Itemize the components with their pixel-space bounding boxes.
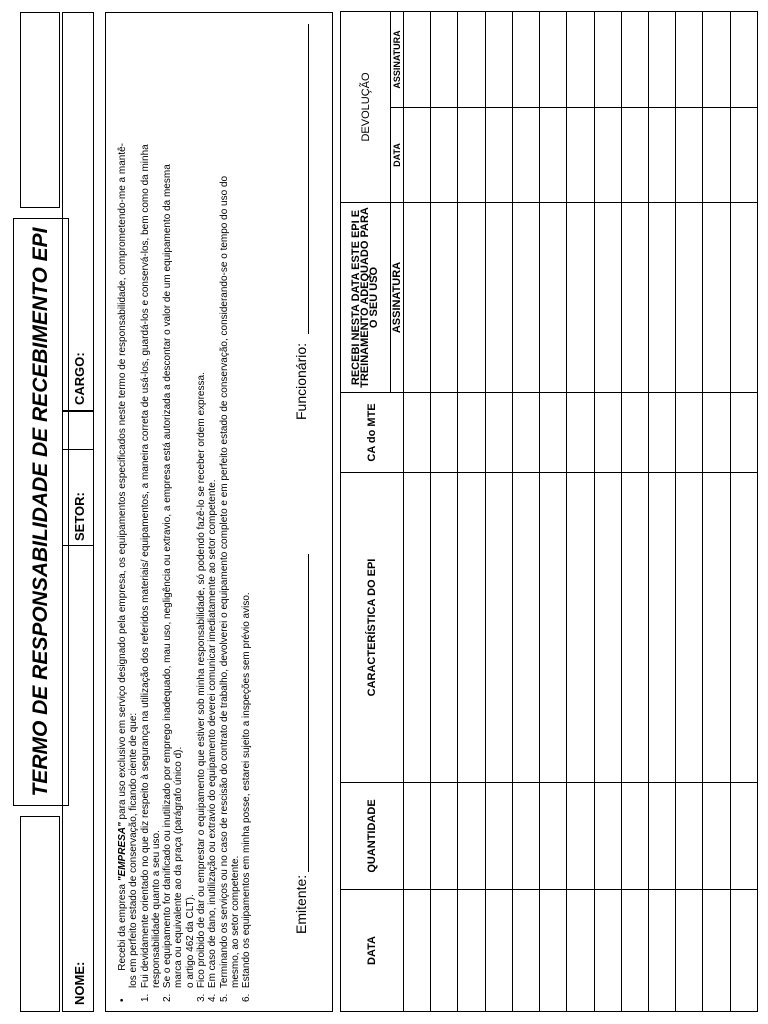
table-cell[interactable] — [540, 473, 567, 783]
table-cell[interactable] — [703, 203, 730, 393]
table-cell[interactable] — [540, 890, 567, 1012]
item-6: 6. Estando os equipamentos em minha posse, estarei sujeito a inspeções sem prévio aviso. — [241, 592, 253, 1002]
table-cell[interactable] — [703, 11, 730, 107]
emitente-signature-line[interactable] — [308, 554, 309, 872]
table-cell[interactable] — [730, 783, 757, 890]
table-cell[interactable] — [404, 203, 431, 393]
table-cell[interactable] — [458, 11, 485, 107]
table-row — [458, 11, 485, 1011]
table-cell[interactable] — [648, 783, 675, 890]
table-cell[interactable] — [512, 203, 539, 393]
table-cell[interactable] — [485, 890, 512, 1012]
table-cell[interactable] — [594, 393, 621, 473]
company-name: "EMPRESA" — [117, 822, 128, 882]
table-cell[interactable] — [485, 11, 512, 107]
table-cell[interactable] — [703, 890, 730, 1012]
item-2: 2. Se o equipamento for danificado ou inutilizado por emprego inadequado, mau uso, negligência ou extravio, a empresa está autorizada a descontar o valor de um equipamento da mesma — [162, 164, 174, 1002]
header-left-box — [20, 816, 60, 1012]
table-cell[interactable] — [621, 783, 648, 890]
table-cell[interactable] — [485, 203, 512, 393]
table-cell[interactable] — [648, 890, 675, 1012]
table-cell[interactable] — [730, 890, 757, 1012]
table-cell[interactable] — [648, 108, 675, 203]
table-row — [404, 11, 431, 1011]
table-cell[interactable] — [621, 108, 648, 203]
item-5: 5. Terminando os serviços ou no caso de rescisão do contrato de trabalho, devolverei o equipamento completo e em perfeito estado de conservação, considerando-se o tempo do uso do — [218, 175, 230, 1002]
table-cell[interactable] — [621, 11, 648, 107]
table-cell[interactable] — [567, 473, 594, 783]
col-recebi-note-header: RECEBI NESTA DATA ESTE EPI E TREINAMENTO ADEQUADO PARA O SEU USO — [341, 203, 391, 393]
table-cell[interactable] — [431, 473, 458, 783]
table-cell[interactable] — [431, 393, 458, 473]
table-cell[interactable] — [404, 393, 431, 473]
table-cell[interactable] — [431, 108, 458, 203]
table-cell[interactable] — [458, 108, 485, 203]
table-cell[interactable] — [621, 473, 648, 783]
table-row — [431, 11, 458, 1011]
table-cell[interactable] — [458, 473, 485, 783]
table-cell[interactable] — [540, 11, 567, 107]
table-cell[interactable] — [676, 890, 703, 1012]
table-cell[interactable] — [676, 11, 703, 107]
table-cell[interactable] — [594, 108, 621, 203]
table-cell[interactable] — [730, 393, 757, 473]
table-cell[interactable] — [404, 108, 431, 203]
table-cell[interactable] — [512, 108, 539, 203]
table-cell[interactable] — [404, 783, 431, 890]
table-row — [567, 11, 594, 1011]
table-cell[interactable] — [431, 203, 458, 393]
table-cell[interactable] — [621, 890, 648, 1012]
table-cell[interactable] — [431, 890, 458, 1012]
table-cell[interactable] — [648, 11, 675, 107]
table-header-row — [341, 11, 391, 1011]
table-row — [594, 11, 621, 1011]
cargo-field[interactable] — [62, 12, 94, 412]
intro-line: • Recebi da empresa "EMPRESA" para uso exclusivo em serviço designado pela empresa, os equipamentos especificados neste termo de responsabilidade, comprometendo-me a mantê- — [117, 142, 128, 1002]
cargo-label: CARGO: — [72, 352, 87, 405]
table-cell[interactable] — [676, 473, 703, 783]
table-cell[interactable] — [485, 393, 512, 473]
table-cell[interactable] — [703, 783, 730, 890]
table-cell[interactable] — [540, 108, 567, 203]
table-cell[interactable] — [567, 890, 594, 1012]
table-cell[interactable] — [676, 108, 703, 203]
col-assinatura-header: ASSINATURA — [391, 203, 404, 393]
table-cell[interactable] — [730, 203, 757, 393]
funcionario-signature-line[interactable] — [308, 24, 309, 334]
table-cell[interactable] — [676, 783, 703, 890]
table-cell[interactable] — [567, 108, 594, 203]
table-row — [540, 11, 567, 1011]
col-data-header: DATA — [341, 890, 404, 1012]
intro-line-2: los em perfeito estado de conservação, ficando ciente de que: — [128, 712, 140, 988]
table-cell[interactable] — [512, 393, 539, 473]
table-cell[interactable] — [594, 890, 621, 1012]
col-dev-assinatura-header: ASSINATURA — [391, 11, 404, 107]
table-cell[interactable] — [458, 890, 485, 1012]
table-cell[interactable] — [540, 203, 567, 393]
table-cell[interactable] — [567, 11, 594, 107]
col-quantidade-header: QUANTIDADE — [341, 783, 404, 890]
table-cell[interactable] — [648, 393, 675, 473]
table-cell[interactable] — [648, 203, 675, 393]
table-cell[interactable] — [512, 11, 539, 107]
table-cell[interactable] — [676, 203, 703, 393]
table-cell[interactable] — [485, 108, 512, 203]
table-cell[interactable] — [567, 393, 594, 473]
epi-table — [340, 11, 758, 1012]
table-row — [676, 11, 703, 1011]
table-cell[interactable] — [703, 393, 730, 473]
table-row — [485, 11, 512, 1011]
col-ca-header: CA do MTE — [341, 393, 404, 473]
table-cell[interactable] — [485, 783, 512, 890]
terms-text: • Recebi da empresa "EMPRESA" para uso exclusivo em serviço designado pela empresa, os equipamentos especificados neste termo de responsabilidade, comprometendo-me a mantê- los em perfeito estado de conservação, ficando ciente de que: 1. Fui devidamente orientado no que diz respeito à segurança na utilização dos referidos materiais/ equipamentos, a maneira correta de usá-los, guardá-los e conservá-los, bem como da minha responsabilidade quanto a seu uso. 2. Se o equipamento for danificado ou inutilizado por emprego inadequado, mau uso, negligência ou extravio, a empresa está autorizada a descontar o valor de um equipamento da mesma marca ou equivalente ao da praça (parágrafo único d). o artigo 462 da CLT). 3. Fico proibido de dar ou emprestar o equipamento que estiver sob minha responsabilidade, só podendo fazê-lo se receber ordem expressa. 4. Em caso de dano, inutilização ou extravio do equipamento deverei comunicar imediatamente ao setor competente. 5. Terminando os serviços ou no caso de rescisão do contrato de trabalho, devolverei o equipamento completo e em perfeito estado de conservação, considerando-se o tempo do uso do mesmo, ao setor competente. 6. Estando os equipamentos em minha posse, estarei sujeito a inspeções sem prévio aviso. — [117, 17, 253, 1002]
table-cell[interactable] — [730, 108, 757, 203]
table-cell[interactable] — [431, 11, 458, 107]
table-cell[interactable] — [676, 393, 703, 473]
table-cell[interactable] — [594, 203, 621, 393]
table-row — [621, 11, 648, 1011]
item-1: 1. Fui devidamente orientado no que diz respeito à segurança na utilização dos referidos materiais/ equipamentos, a maneira correta de usá-los, guardá-los e conservá-los, bem como da minha — [139, 144, 151, 1002]
table-cell[interactable] — [404, 11, 431, 107]
table-cell[interactable] — [512, 890, 539, 1012]
table-cell[interactable] — [621, 393, 648, 473]
page-title: TERMO DE RESPONSABILIDADE DE RECEBIMENTO EPI — [13, 218, 69, 806]
table-cell[interactable] — [404, 473, 431, 783]
table-cell[interactable] — [458, 203, 485, 393]
table-cell[interactable] — [703, 473, 730, 783]
table-cell[interactable] — [703, 108, 730, 203]
table-cell[interactable] — [512, 473, 539, 783]
table-cell[interactable] — [648, 473, 675, 783]
table-cell[interactable] — [567, 203, 594, 393]
item-3: 3. Fico proibido de dar ou emprestar o equipamento que estiver sob minha responsabilidade, só podendo fazê-lo se receber ordem expressa. — [196, 372, 208, 1002]
table-cell[interactable] — [431, 783, 458, 890]
epi-table-body — [404, 11, 758, 1011]
table-row — [512, 11, 539, 1011]
setor-label: SETOR: — [72, 492, 87, 541]
header-right-box — [20, 12, 60, 208]
item-4: 4. Em caso de dano, inutilização ou extravio do equipamento deverei comunicar imediatamente ao setor competente. — [207, 479, 219, 1002]
emitente-label: Emitente: — [293, 874, 309, 934]
col-caracteristica-header: CARACTERÍSTICA DO EPI — [341, 473, 404, 783]
table-cell[interactable] — [730, 473, 757, 783]
table-cell[interactable] — [594, 783, 621, 890]
table-cell[interactable] — [540, 783, 567, 890]
table-row — [703, 11, 730, 1011]
table-cell[interactable] — [458, 393, 485, 473]
table-cell[interactable] — [404, 890, 431, 1012]
table-cell[interactable] — [730, 11, 757, 107]
funcionario-label: Funcionário: — [293, 342, 309, 420]
table-cell[interactable] — [458, 783, 485, 890]
table-cell[interactable] — [540, 393, 567, 473]
setor-field[interactable] — [62, 410, 94, 546]
table-cell[interactable] — [485, 473, 512, 783]
table-cell[interactable] — [567, 783, 594, 890]
table-row — [730, 11, 757, 1011]
col-devolucao-header: DEVOLUÇÃO — [341, 11, 391, 202]
table-cell[interactable] — [512, 783, 539, 890]
nome-label: NOME: — [72, 961, 87, 1005]
table-row — [648, 11, 675, 1011]
table-cell[interactable] — [594, 473, 621, 783]
table-cell[interactable] — [621, 203, 648, 393]
table-cell[interactable] — [594, 11, 621, 107]
col-dev-data-header: DATA — [391, 108, 404, 203]
